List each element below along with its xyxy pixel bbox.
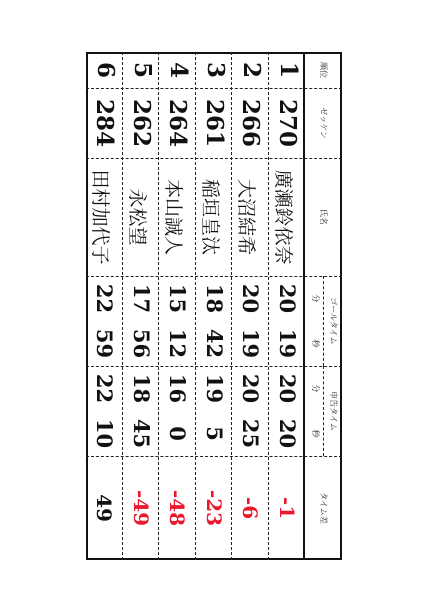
name-cell: 本山誠人 [162, 178, 184, 255]
time-diff-cell: -23 [202, 489, 226, 527]
bib-cell: 270 [274, 98, 301, 147]
goal-sec-cell: 59 [92, 328, 117, 359]
decl-sec-cell: 5 [202, 426, 227, 441]
time-diff-cell: -6 [238, 496, 262, 520]
goal-sec-cell: 19 [238, 328, 263, 359]
rank-cell: 2 [238, 61, 265, 78]
header-declared-time: 申告タイム [329, 391, 338, 431]
name-cell: 廣瀬鈴依奈 [272, 169, 294, 265]
row-divider [195, 52, 196, 560]
decl-sec-cell: 20 [275, 418, 300, 449]
header-name: 氏名 [319, 209, 328, 225]
decl-min-cell: 22 [92, 373, 117, 404]
bib-cell: 264 [164, 98, 191, 147]
header-time-diff: タイム差 [319, 492, 328, 524]
goal-min-cell: 17 [129, 283, 154, 314]
decl-sec-cell: 25 [238, 418, 263, 449]
goal-sec-cell: 42 [202, 328, 227, 359]
bib-cell: 261 [201, 98, 228, 147]
row-divider [231, 52, 232, 560]
goal-min-cell: 20 [275, 283, 300, 314]
name-cell: 大沼結希 [235, 178, 257, 255]
rank-cell: 4 [165, 61, 192, 78]
header-goal-time: ゴールタイム [329, 297, 338, 345]
goal-time-subdivider [323, 276, 324, 366]
decl-min-cell: 20 [238, 373, 263, 404]
rank-cell: 3 [202, 61, 229, 78]
header-goal-sec: 秒 [311, 339, 320, 348]
goal-min-cell: 22 [92, 283, 117, 314]
goal-min-cell: 15 [165, 283, 190, 314]
time-diff-cell: -1 [275, 496, 299, 520]
goal-sec-cell: 19 [275, 328, 300, 359]
header-goal-min: 分 [311, 294, 320, 303]
bib-cell: 266 [237, 98, 264, 147]
header-divider [303, 52, 305, 560]
goal-sec-cell: 56 [129, 328, 154, 359]
row-divider [268, 52, 269, 560]
bib-cell: 284 [91, 98, 118, 147]
decl-min-cell: 20 [275, 373, 300, 404]
decl-min-cell: 19 [202, 373, 227, 404]
row-divider [158, 52, 159, 560]
header-decl-sec: 秒 [311, 429, 320, 438]
row-divider [122, 52, 123, 560]
goal-min-cell: 18 [202, 283, 227, 314]
name-cell: 稲垣皇汰 [199, 178, 221, 255]
name-cell: 田村加代子 [89, 169, 111, 265]
header-rank: 順位 [319, 62, 328, 78]
time-diff-cell: -49 [129, 489, 153, 527]
decl-sec-cell: 45 [129, 418, 154, 449]
header-decl-min: 分 [311, 384, 320, 393]
rank-cell: 5 [129, 61, 156, 78]
name-cell: 永松望 [126, 188, 148, 246]
bib-cell: 262 [128, 98, 155, 147]
time-diff-cell: 49 [92, 494, 116, 522]
decl-sec-cell: 0 [165, 426, 190, 441]
time-diff-cell: -48 [165, 489, 189, 527]
header-bib: ゼッケン [319, 107, 328, 139]
decl-min-cell: 18 [129, 373, 154, 404]
decl-min-cell: 16 [165, 373, 190, 404]
goal-sec-cell: 12 [165, 328, 190, 359]
rank-cell: 1 [275, 61, 302, 78]
goal-min-cell: 20 [238, 283, 263, 314]
rank-cell: 6 [92, 61, 119, 78]
declared-time-subdivider [323, 366, 324, 456]
race-results-table [86, 52, 342, 560]
decl-sec-cell: 10 [92, 418, 117, 449]
